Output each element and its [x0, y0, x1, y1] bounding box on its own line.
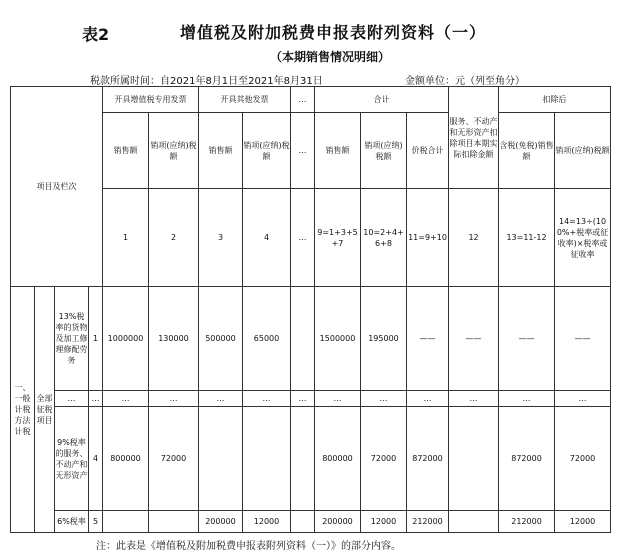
subsection-label: 全部征税项目	[35, 287, 55, 533]
cell: 872000	[407, 407, 449, 511]
cell	[291, 511, 315, 533]
section-label: 一、一般计税方法计税	[11, 287, 35, 533]
col-price-tax-total: 价税合计	[407, 113, 449, 189]
col-number: 3	[199, 189, 243, 287]
col-number: 10=2+4+6+8	[361, 189, 407, 287]
row-label: 9%税率的服务、不动产和无形资产	[55, 407, 89, 511]
cell: 12000	[361, 511, 407, 533]
cell	[449, 511, 499, 533]
col-number: 4	[243, 189, 291, 287]
group-other-invoice: 开具其他发票	[199, 87, 291, 113]
row-number: 1	[89, 287, 103, 391]
cell: 200000	[199, 511, 243, 533]
cell: …	[555, 391, 611, 407]
col-sales-amount-3: 销售额	[199, 113, 243, 189]
cell: 800000	[103, 407, 149, 511]
col-number: 9=1+3+5+7	[315, 189, 361, 287]
row-label: 13%税率的货物及加工修理修配劳务	[55, 287, 89, 391]
cell	[291, 407, 315, 511]
col-output-tax-2: 销项(应纳)税额	[149, 113, 199, 189]
col-output-tax-14: 销项(应纳)税额	[555, 113, 611, 189]
group-total: 合计	[315, 87, 449, 113]
group-after-deduction: 扣除后	[499, 87, 611, 113]
cell: …	[149, 391, 199, 407]
cell: 872000	[499, 407, 555, 511]
cell: ——	[407, 287, 449, 391]
footnote: 注：此表是《增值税及附加税费申报表附列资料（一）》的部分内容。	[96, 541, 401, 552]
cell: …	[407, 391, 449, 407]
group-service-deduction: 服务、不动产和无形资产扣除项目本期实际扣除金额	[449, 87, 499, 189]
cell: 1500000	[315, 287, 361, 391]
cell: ——	[555, 287, 611, 391]
table-row	[11, 391, 611, 407]
cell: ——	[449, 287, 499, 391]
amount-unit: 金额单位：元（列至角分）	[405, 76, 525, 87]
cell: 130000	[149, 287, 199, 391]
table-row	[11, 511, 611, 533]
col-ellipsis: …	[291, 113, 315, 189]
row-label: …	[55, 391, 89, 407]
cell: 65000	[243, 287, 291, 391]
cell	[199, 407, 243, 511]
cell: 212000	[407, 511, 449, 533]
form-subtitle: （本期销售情况明细）	[269, 50, 390, 64]
sales-detail-table	[10, 86, 611, 533]
cell: 195000	[361, 287, 407, 391]
cell: …	[499, 391, 555, 407]
cell	[243, 407, 291, 511]
cell	[291, 287, 315, 391]
cell: …	[291, 391, 315, 407]
cell: 800000	[315, 407, 361, 511]
cell: 1000000	[103, 287, 149, 391]
form-title: 增值税及附加税费申报表附列资料（一）	[180, 23, 487, 42]
cell	[103, 511, 149, 533]
group-special-invoice: 开具增值税专用发票	[103, 87, 199, 113]
table-row	[11, 287, 611, 391]
cell: 500000	[199, 287, 243, 391]
cell: 72000	[361, 407, 407, 511]
col-number: 12	[449, 189, 499, 287]
col-output-tax-4: 销项(应纳)税额	[243, 113, 291, 189]
cell	[449, 407, 499, 511]
group-ellipsis: …	[291, 87, 315, 113]
cell: 212000	[499, 511, 555, 533]
row-number: 5	[89, 511, 103, 533]
col-number: 14=13÷(100%+税率或征收率)×税率或征收率	[555, 189, 611, 287]
cell: 200000	[315, 511, 361, 533]
cell: …	[199, 391, 243, 407]
row-label: 6%税率	[55, 511, 89, 533]
cell: …	[243, 391, 291, 407]
cell: 72000	[149, 407, 199, 511]
col-sales-amount-9: 销售额	[315, 113, 361, 189]
cell: …	[315, 391, 361, 407]
col-sales-amount-1: 销售额	[103, 113, 149, 189]
col-number: 1	[103, 189, 149, 287]
col-number: 2	[149, 189, 199, 287]
table-row	[11, 407, 611, 511]
cell: 12000	[243, 511, 291, 533]
form-code: 表2	[82, 25, 110, 44]
tax-period: 税款所属时间：自2021年8月1日至2021年8月31日	[90, 76, 323, 87]
col-number: 11=9+10	[407, 189, 449, 287]
cell: 72000	[555, 407, 611, 511]
cell: …	[449, 391, 499, 407]
cell: …	[361, 391, 407, 407]
row-number: 4	[89, 407, 103, 511]
row-number: …	[89, 391, 103, 407]
cell: …	[103, 391, 149, 407]
col-number: …	[291, 189, 315, 287]
cell	[149, 511, 199, 533]
col-tax-incl-sales: 含税(免税)销售额	[499, 113, 555, 189]
col-number: 13=11-12	[499, 189, 555, 287]
cell: 12000	[555, 511, 611, 533]
item-header-cell: 项目及栏次	[11, 87, 103, 287]
col-output-tax-10: 销项(应纳)税额	[361, 113, 407, 189]
cell: ——	[499, 287, 555, 391]
